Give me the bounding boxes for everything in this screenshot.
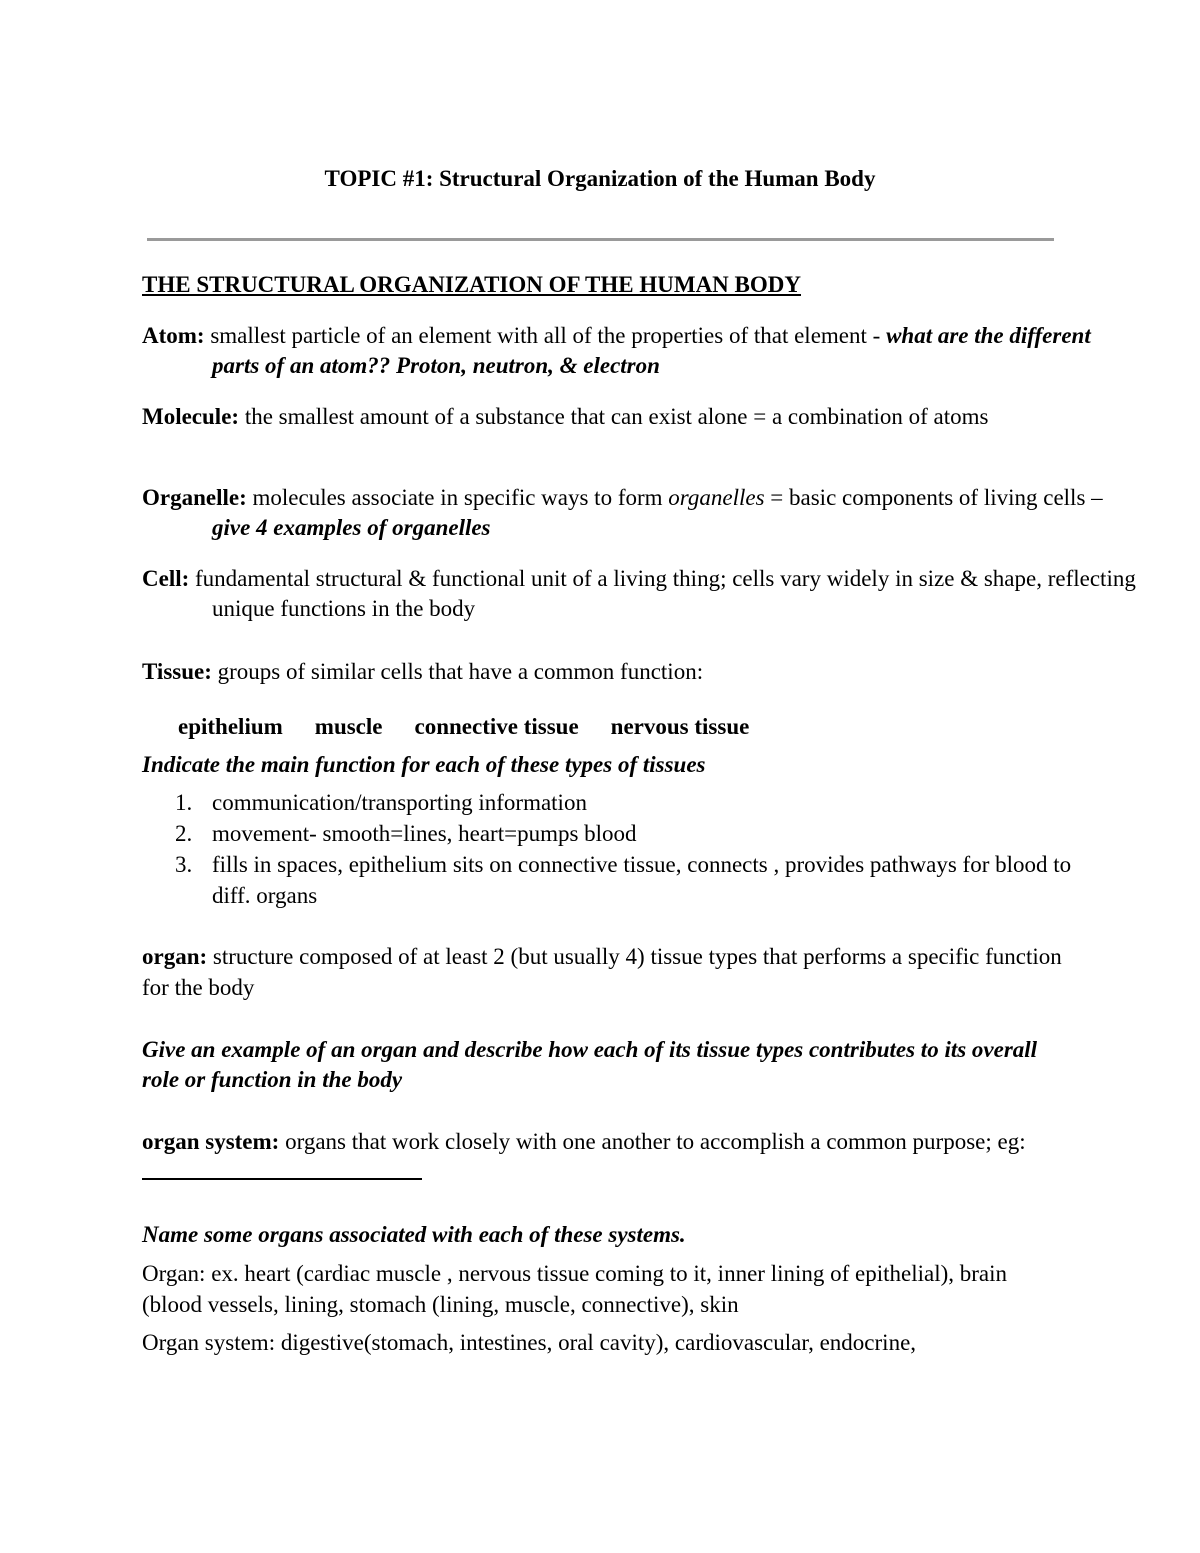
cell-text: fundamental structural & functional unit of a living thing; cells vary widely in size & shape, reflecting unique functions in the body	[189, 566, 1136, 621]
tissue-function-prompt: Indicate the main function for each of these types of tissues	[142, 752, 706, 777]
horizontal-divider	[147, 238, 1054, 241]
molecule-text: the smallest amount of a substance that can exist alone = a combination of atoms	[239, 404, 989, 429]
atom-question: what are the different parts of an atom?? Proton, neutron, & electron	[212, 323, 1091, 378]
list-item-text: communication/transporting information	[212, 790, 587, 815]
tissue-type-epithelium: epithelium	[178, 714, 283, 739]
cell-definition	[142, 564, 1142, 624]
tissue-type-connective: connective tissue	[414, 714, 579, 739]
list-item-text: movement- smooth=lines, heart=pumps blood	[212, 821, 637, 846]
molecule-definition	[142, 402, 1142, 432]
organelle-term: Organelle:	[142, 485, 247, 510]
organ-prompt: Give an example of an organ and describe how each of its tissue types contributes to its overall role or function in the body	[142, 1037, 1038, 1092]
tissue-type-muscle: muscle	[314, 714, 383, 739]
organelle-text-a: molecules associate in specific ways to form	[246, 485, 669, 510]
organelle-question: give 4 examples of organelles	[212, 515, 491, 540]
tissue-function-list	[142, 787, 1072, 911]
list-item	[142, 787, 1072, 818]
organ-text: structure composed of at least 2 (but usually 4) tissue types that performs a specific function for the body	[142, 944, 1062, 1000]
atom-text: smallest particle of an element with all of the properties of that element -	[204, 323, 887, 348]
organelle-italic-word: organelles	[668, 485, 765, 510]
answer-organ-system: Organ system: digestive(stomach, intestines, oral cavity), cardiovascular, endocrine,	[142, 1330, 917, 1355]
organ-term: organ:	[142, 944, 208, 969]
list-number: 3.	[175, 852, 193, 877]
answer-blank[interactable]	[142, 1158, 422, 1180]
list-item-text: fills in spaces, epithelium sits on connective tissue, connects , provides pathways for blood to diff. organs	[212, 852, 1072, 908]
organ-definition	[142, 941, 1072, 1003]
molecule-term: Molecule:	[142, 404, 240, 429]
list-item	[142, 818, 1072, 849]
organelle-definition	[142, 483, 1142, 543]
tissue-definition	[142, 656, 1072, 687]
tissue-text: groups of similar cells that have a common function:	[211, 659, 704, 684]
organ-system-term: organ system:	[142, 1129, 280, 1154]
atom-term: Atom:	[142, 323, 205, 348]
cell-term: Cell:	[142, 566, 190, 591]
section-heading: THE STRUCTURAL ORGANIZATION OF THE HUMAN BODY	[142, 272, 801, 297]
organ-system-definition	[142, 1126, 1072, 1188]
page-title: TOPIC #1: Structural Organization of the Human Body	[324, 166, 876, 191]
list-number: 1.	[175, 790, 193, 815]
organelle-text-b: = basic components of living cells –	[764, 485, 1103, 510]
list-item	[142, 849, 1072, 911]
list-number: 2.	[175, 821, 193, 846]
organ-system-text: organs that work closely with one another to accomplish a common purpose; eg:	[279, 1129, 1026, 1154]
atom-definition	[142, 321, 1142, 381]
tissue-type-nervous: nervous tissue	[610, 714, 750, 739]
answer-organ: Organ: ex. heart (cardiac muscle , nervous tissue coming to it, inner lining of epithelial), brain (blood vessels, lining, stomach (lining, muscle, connective), skin	[142, 1261, 1008, 1317]
systems-prompt: Name some organs associated with each of these systems.	[142, 1222, 686, 1247]
tissue-term: Tissue:	[142, 659, 212, 684]
